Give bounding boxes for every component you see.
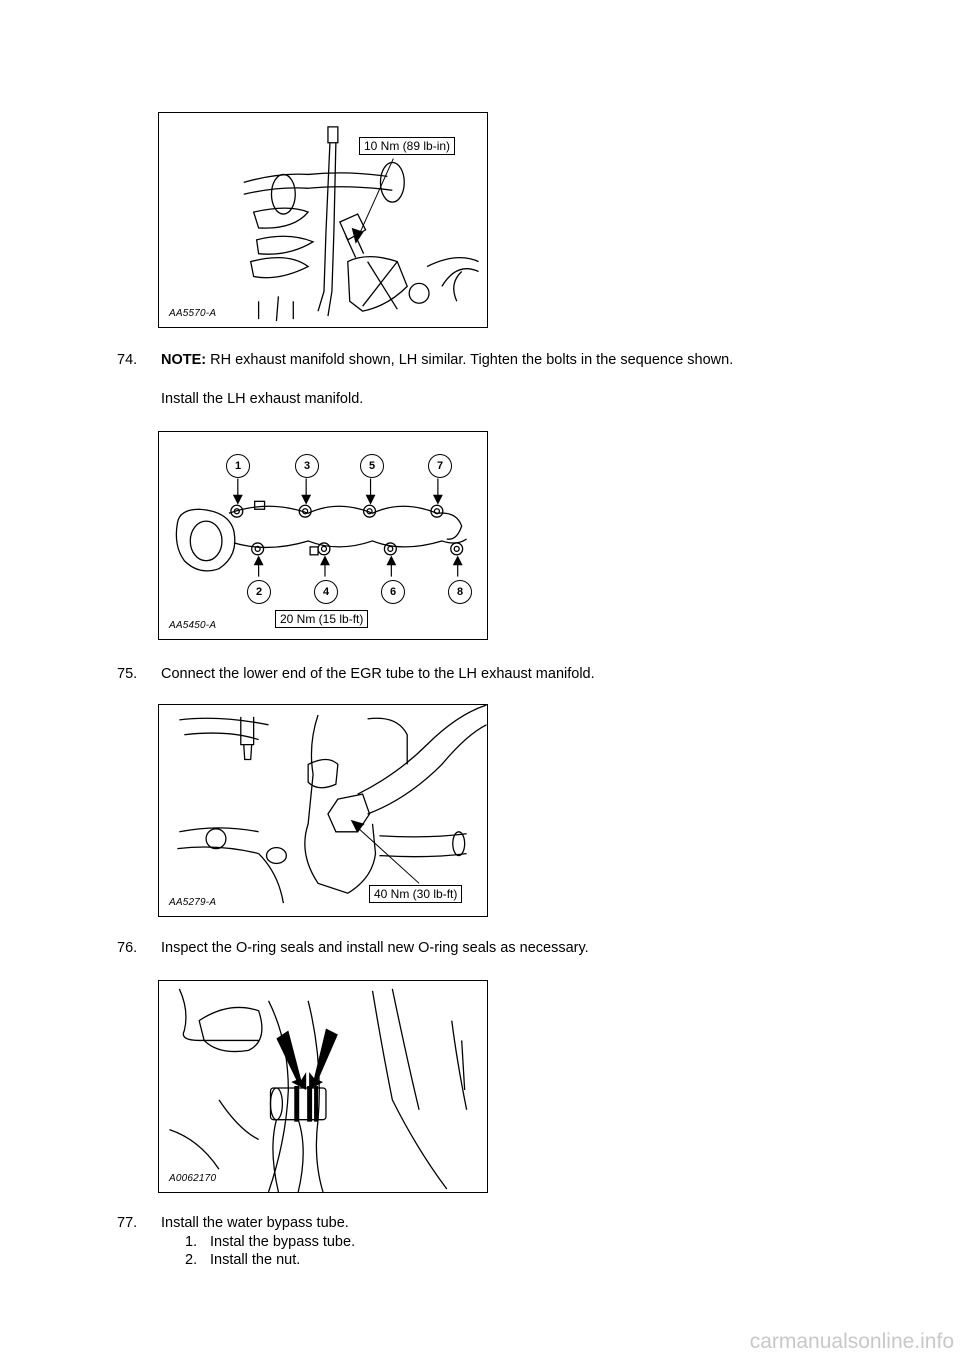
callout-5: 5 [360,454,384,478]
figure-code: AA5570-A [169,308,217,319]
step-number: 76. [117,940,138,956]
substep-number: 1. [185,1234,198,1250]
substep-number: 2. [185,1252,198,1268]
callout-4: 4 [314,580,338,604]
callout-7: 7 [428,454,452,478]
watermark: carmanualsonline.info [749,1330,954,1353]
figure-aa5570a [158,112,488,328]
note-label: NOTE: [161,352,207,368]
step-text: Install the water bypass tube. [161,1215,349,1231]
torque-spec-label: 40 Nm (30 lb-ft) [369,885,462,903]
note-text: RH exhaust manifold shown, LH similar. Tighten the bolts in the sequence shown. [206,352,734,368]
step-text: Inspect the O-ring seals and install new O-ring seals as necessary. [161,940,589,956]
figure-code: A0062170 [169,1173,217,1184]
step-text: Connect the lower end of the EGR tube to the LH exhaust manifold. [161,666,595,682]
step-note [161,352,733,369]
callout-6: 6 [381,580,405,604]
torque-spec-label: 10 Nm (89 lb-in) [359,137,455,155]
torque-spec-label: 20 Nm (15 lb-ft) [275,610,368,628]
figure-aa5279a [158,704,488,917]
step-number: 77. [117,1215,138,1231]
substep-text: Install the nut. [210,1252,301,1268]
callout-2: 2 [247,580,271,604]
illustration-o-ring-seals [159,981,487,1192]
step-text: Install the LH exhaust manifold. [161,391,364,407]
callout-1: 1 [226,454,250,478]
callout-3: 3 [295,454,319,478]
figure-code: AA5450-A [169,620,217,631]
figure-a0062170 [158,980,488,1193]
figure-code: AA5279-A [169,897,217,908]
figure-aa5450a [158,431,488,640]
callout-8: 8 [448,580,472,604]
substep-text: Instal the bypass tube. [210,1234,356,1250]
step-number: 75. [117,666,138,682]
step-number: 74. [117,352,138,368]
